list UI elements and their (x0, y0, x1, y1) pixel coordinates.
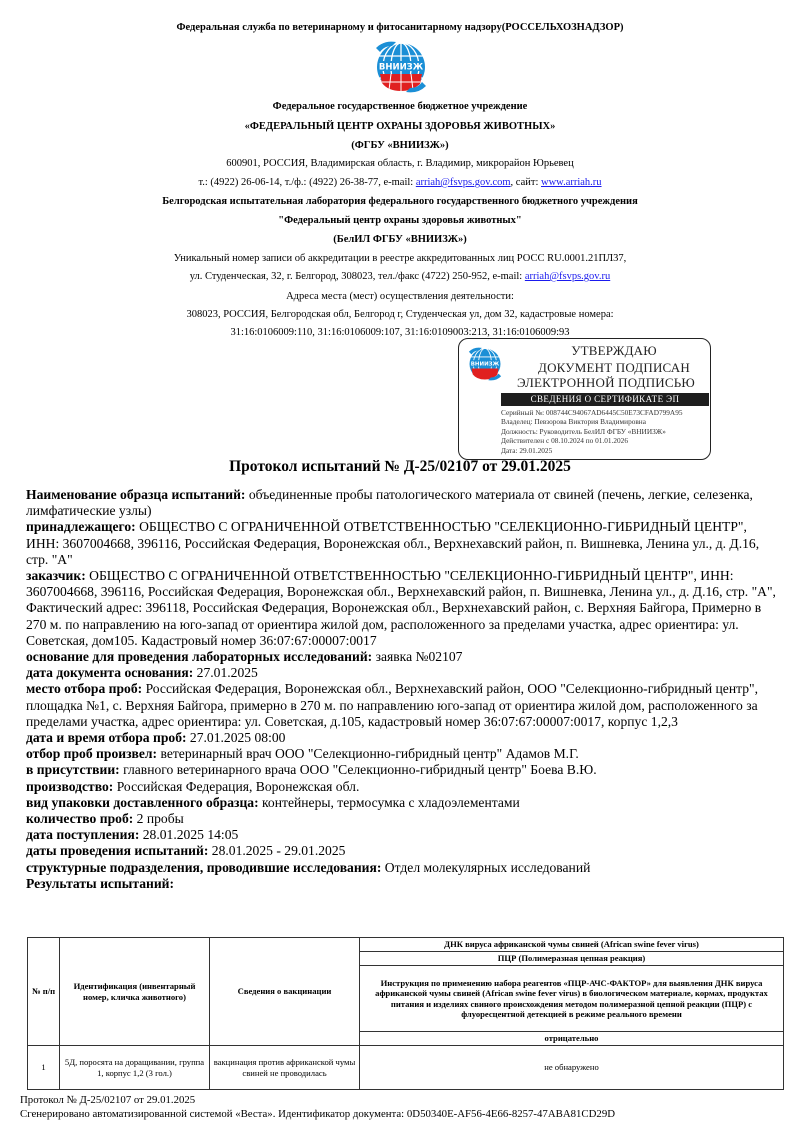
field-label: дата поступления: (26, 827, 140, 843)
field-value: заявка №02107 (372, 649, 463, 665)
field-value: Российская Федерация, Воронежская обл. (113, 778, 360, 794)
col-header-method: ПЦР (Полимеразная цепная реакция) (360, 952, 784, 966)
field-label: принадлежащего: (26, 519, 136, 535)
institution-contacts (0, 177, 800, 188)
field-sampling-datetime (26, 730, 782, 746)
lab-contacts-text: ул. Студенческая, 32, г. Белгород, 308023, тел./факс (4722) 250-952, e-mail: (189, 271, 525, 282)
lab-short: (БелИЛ ФГБУ «ВНИИЗЖ») (333, 234, 467, 245)
cell-identification: 5Д, поросята на доращивании, группа 1, корпус 1,2 (3 гол.) (60, 1046, 210, 1090)
field-value: объединенные пробы патологического материала от свиней (печень, легкие, селезенка, лимфатические узлы) (26, 487, 753, 519)
stamp-electronic: ЭЛЕКТРОННОЙ ПОДПИСЬЮ (517, 375, 695, 390)
stamp-logo-icon (465, 345, 505, 388)
field-value: ветеринарный врач ООО "Селекционно-гибридный центр" Адамов М.Г. (157, 746, 579, 762)
accreditation-number: Уникальный номер записи об аккредитации в реестре аккредитованных лиц РОСС RU.0001.21ПЛ37, (173, 253, 627, 264)
results-table (27, 937, 784, 1090)
cell-number: 1 (28, 1046, 60, 1090)
stamp-serial: Серийный №: 008744C94067AD6445C50E73CFAD799A95 (501, 408, 683, 417)
protocol-title: Протокол испытаний № Д-25/02107 от 29.01.2025 (229, 458, 571, 475)
field-label: в присутствии: (26, 762, 120, 778)
field-label: вид упаковки доставленного образца: (26, 794, 259, 810)
field-sample-name (26, 487, 782, 519)
field-sample-count (26, 811, 782, 827)
field-label: основание для проведения лабораторных исследований: (26, 649, 373, 665)
field-value: 27.01.2025 08:00 (186, 730, 286, 746)
table-row (28, 1046, 784, 1090)
field-label: даты проведения испытаний: (26, 843, 209, 859)
field-label: производство: (26, 778, 114, 794)
field-label: дата и время отбора проб: (26, 730, 187, 746)
field-value: 2 пробы (133, 811, 184, 827)
field-test-dates (26, 843, 782, 859)
activity-label: Адреса места (мест) осуществления деятельности: (286, 291, 514, 302)
footer-protocol: Протокол № Д-25/02107 от 29.01.2025 (20, 1094, 196, 1106)
cell-vaccination: вакцинация против африканской чумы свиней не проводилась (210, 1046, 360, 1090)
field-label: количество проб: (26, 811, 134, 827)
field-label: Результаты испытаний: (26, 875, 175, 891)
field-value: ОБЩЕСТВО С ОГРАНИЧЕННОЙ ОТВЕТСТВЕННОСТЬЮ "СЕЛЕКЦИОННО-ГИБРИДНЫЙ ЦЕНТР", ИНН: 3607004668, 396116, Российская Федерация, Воронежская обл., Верхнехавский район, п. Вишневка, Ленина ул., д. Д.16, стр. "А", Фактический адрес: 396118, Российская Федерация, Воронежская обл., Верхнехавский район, с. Верхняя Байгора, Примерно в 270 м. по направлению на юго-запад от ориентира жилой дом, расположенного за пределами участка, адрес ориентира: ул. Советская, дом105. Кадастровый номер 36:07:67:00007:0017 (26, 568, 776, 648)
field-owner (26, 519, 782, 568)
svg-text:ВНИИЗЖ: ВНИИЗЖ (378, 62, 424, 73)
site-link[interactable]: www.arriah.ru (541, 177, 602, 188)
footer-generated: Сгенерировано автоматизированной системой «Веста». Идентификатор документа: 0D50340E-AF56-4E66-8257-47ABA81CD29D (20, 1108, 616, 1120)
col-header-norm: отрицательно (360, 1032, 784, 1046)
stamp-approved: УТВЕРЖДАЮ (571, 343, 657, 358)
field-value: Отдел молекулярных исследований (381, 859, 591, 875)
field-sampled-by (26, 746, 782, 762)
lab-contacts (0, 271, 800, 282)
stamp-date: Дата: 29.01.2025 (501, 445, 553, 455)
stamp-position: Должность: Руководитель БелИЛ ФГБУ «ВНИИЗЖ» (501, 426, 666, 436)
field-value: 28.01.2025 - 29.01.2025 (208, 843, 346, 859)
col-header-instruction: Инструкция по применению набора реагентов «ПЦР-АЧС-ФАКТОР» для выявления ДНК вируса африканской чумы свиней (African swine fever virus) в биологическом материале, кормах, продуктах питания и изделиях свиного происхождения методом полимеразной цепной реакции (ПЦР) с флуоресцентной детекцией в режиме реального времени (360, 966, 784, 1032)
contacts-text: т.: (4922) 26-06-14, т./ф.: (4922) 26-38-77, e-mail: (198, 177, 416, 188)
activity-address: 308023, РОССИЯ, Белгородская обл, Белгород г, Студенческая ул, дом 32, кадастровые номера: (186, 309, 614, 320)
field-in-presence (26, 762, 782, 778)
vniizzh-logo-icon (370, 38, 432, 96)
lab-center: "Федеральный центр охраны здоровья животных" (278, 215, 522, 226)
col-header-identification: Идентификация (инвентарный номер, кличка животного) (60, 938, 210, 1046)
field-label: отбор проб произвел: (26, 746, 158, 762)
field-label: дата документа основания: (26, 665, 194, 681)
field-value: ОБЩЕСТВО С ОГРАНИЧЕННОЙ ОТВЕТСТВЕННОСТЬЮ "СЕЛЕКЦИОННО-ГИБРИДНЫЙ ЦЕНТР", ИНН: 3607004668, 396116, Российская Федерация, Воронежская обл., Верхнехавский район, п. Вишневка, Ленина ул., д. Д.16, стр. "А" (26, 519, 760, 567)
stamp-signed: ДОКУМЕНТ ПОДПИСАН (538, 360, 690, 375)
lab-email-link[interactable]: arriah@fsvps.gov.ru (524, 271, 611, 282)
institution-short: (ФГБУ «ВНИИЗЖ») (351, 140, 449, 151)
email-link[interactable]: arriah@fsvps.gov.com (415, 177, 511, 188)
col-header-target: ДНК вируса африканской чумы свиней (African swine fever virus) (360, 938, 784, 952)
col-header-vaccination: Сведения о вакцинации (210, 938, 360, 1046)
field-value: контейнеры, термосумка с хладоэлементами (258, 794, 520, 810)
cell-result: не обнаружено (360, 1046, 784, 1090)
lab-name: Белгородская испытательная лаборатория федерального государственного бюджетного учреждения (162, 196, 638, 207)
field-value: Российская Федерация, Воронежская обл., Верхнехавский район, ООО "Селекционно-гибридный центр", площадка №1, с. Верхняя Байгора, примерно в 270 м. по направлению юго-запад от ориентира жилой дом, расположенного за пределами участка, адрес ориентира: ул. Советская, д.105, кадастровый номер 36:07:67:00007:0017, корпус 1,2,3 (26, 681, 758, 729)
field-label: место отбора проб: (26, 681, 143, 697)
electronic-signature-stamp (458, 338, 711, 460)
protocol-fields (26, 487, 782, 892)
field-label: структурные подразделения, проводившие исследования: (26, 859, 382, 875)
field-departments (26, 860, 782, 876)
institution-type: Федеральное государственное бюджетное учреждение (272, 101, 528, 112)
stamp-valid: Действителен с 08.10.2024 по 01.01.2026 (501, 436, 628, 446)
stamp-owner: Владелец: Певзорова Виктория Владимировна (501, 417, 646, 427)
field-receipt-date (26, 827, 782, 843)
stamp-certificate-header: СВЕДЕНИЯ О СЕРТИФИКАТЕ ЭП (501, 393, 709, 406)
field-sampling-place (26, 681, 782, 730)
field-value: 28.01.2025 14:05 (139, 827, 239, 843)
institution-name: «ФЕДЕРАЛЬНЫЙ ЦЕНТР ОХРАНЫ ЗДОРОВЬЯ ЖИВОТНЫХ» (244, 121, 556, 132)
agency-name: Федеральная служба по ветеринарному и фитосанитарному надзору(РОССЕЛЬХОЗНАДЗОР) (176, 22, 624, 33)
field-label: Наименование образца испытаний: (26, 487, 246, 502)
field-production (26, 779, 782, 795)
col-header-number: № п/п (28, 938, 60, 1046)
site-prefix: , сайт: (510, 177, 541, 188)
field-label: заказчик: (26, 568, 86, 584)
field-results-heading (26, 876, 782, 892)
cadastral-numbers: 31:16:0106009:110, 31:16:0106009:107, 31:16:0109003:213, 31:16:0106009:93 (230, 327, 570, 338)
svg-text:ВНИИЗЖ: ВНИИЗЖ (470, 361, 500, 368)
stamp-certificate-info (501, 408, 711, 455)
field-value: главного ветеринарного врача ООО "Селекционно-гибридный центр" Боева В.Ю. (119, 762, 597, 778)
field-value: 27.01.2025 (193, 665, 258, 681)
institution-address: 600901, РОССИЯ, Владимирская область, г. Владимир, микрорайон Юрьевец (226, 158, 574, 169)
field-packaging (26, 795, 782, 811)
field-customer (26, 568, 782, 649)
field-basis-date (26, 665, 782, 681)
field-basis (26, 649, 782, 665)
